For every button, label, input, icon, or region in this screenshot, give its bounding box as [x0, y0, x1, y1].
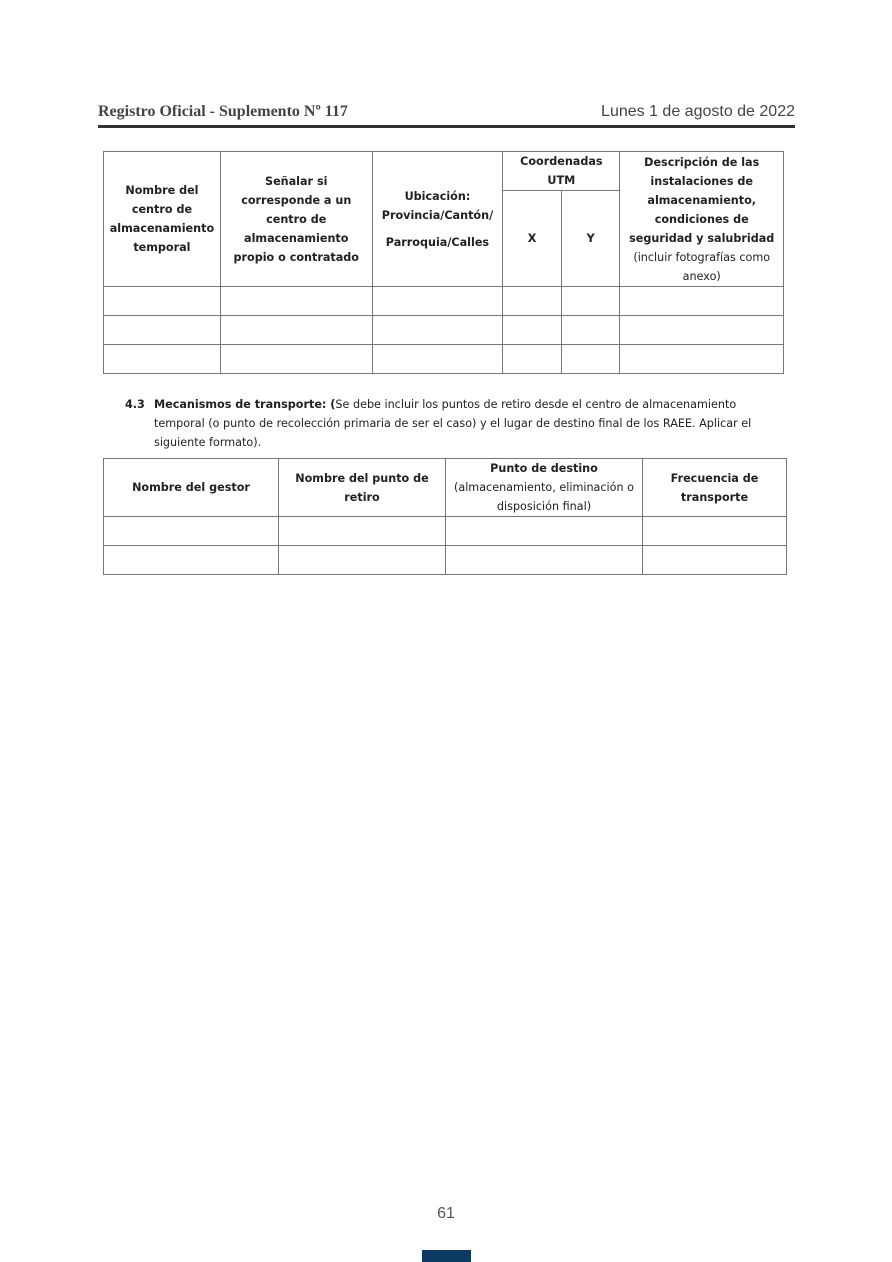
cell[interactable]: [372, 316, 503, 345]
cell[interactable]: [372, 287, 503, 316]
cell[interactable]: [279, 517, 446, 546]
cell[interactable]: [503, 287, 562, 316]
cell[interactable]: [446, 546, 643, 575]
header-description-note: (incluir fotografías como anexo): [633, 250, 771, 283]
cell[interactable]: [620, 316, 784, 345]
publication-date: Lunes 1 de agosto de 2022: [601, 103, 795, 120]
cell[interactable]: [104, 287, 221, 316]
transport-table: [103, 458, 787, 575]
table-row: [104, 345, 784, 374]
cell[interactable]: [104, 546, 279, 575]
header-storage-center-name: Nombre del centro de almacenamiento temporal: [104, 152, 221, 287]
table-header-row: [104, 152, 784, 191]
publication-title: Registro Oficial - Suplemento Nº 117: [98, 103, 348, 120]
header-destination-note: (almacenamiento, eliminación o disposición final): [453, 481, 635, 513]
header-utm-x: X: [503, 191, 562, 287]
table-row: [104, 287, 784, 316]
section-text: Se debe incluir los puntos de retiro desde el centro de almacenamiento temporal (o punto de recolección primaria de ser el caso) y el lugar de destino final de los RAEE. Aplicar el siguiente formato).: [154, 398, 752, 449]
header-divider: [98, 125, 795, 128]
page-header: [98, 103, 795, 125]
cell[interactable]: [104, 517, 279, 546]
header-utm-coordinates: Coordenadas UTM: [503, 152, 620, 191]
section-lead: Mecanismos de transporte: (: [154, 398, 336, 411]
header-destination: [446, 459, 643, 517]
header-pickup-point: Nombre del punto de retiro: [279, 459, 446, 517]
footer-accent-bar: [422, 1250, 471, 1262]
cell[interactable]: [503, 345, 562, 374]
header-utm-y: Y: [561, 191, 620, 287]
table-header-row: [104, 459, 787, 517]
cell[interactable]: [643, 546, 787, 575]
cell[interactable]: [220, 316, 372, 345]
header-location-line1: Ubicación: Provincia/Cantón/: [381, 189, 494, 222]
page-number: 61: [437, 1205, 455, 1222]
header-location: [372, 152, 503, 287]
section-body: [154, 395, 790, 452]
header-manager-name: Nombre del gestor: [104, 459, 279, 517]
cell[interactable]: [561, 316, 620, 345]
cell[interactable]: [561, 345, 620, 374]
cell[interactable]: [104, 345, 221, 374]
cell[interactable]: [104, 316, 221, 345]
cell[interactable]: [220, 287, 372, 316]
cell[interactable]: [220, 345, 372, 374]
cell[interactable]: [620, 287, 784, 316]
section-number: 4.3: [125, 398, 145, 411]
header-own-or-contracted: Señalar si corresponde a un centro de almacenamiento propio o contratado: [220, 152, 372, 287]
cell[interactable]: [503, 316, 562, 345]
storage-centers-table: [103, 151, 784, 374]
cell[interactable]: [446, 517, 643, 546]
table-row: [104, 316, 784, 345]
cell[interactable]: [643, 517, 787, 546]
cell[interactable]: [561, 287, 620, 316]
header-description: [620, 152, 784, 287]
section-4-3: [125, 395, 790, 452]
header-destination-bold: Punto de destino: [490, 462, 598, 475]
cell[interactable]: [620, 345, 784, 374]
header-frequency: Frecuencia de transporte: [643, 459, 787, 517]
cell[interactable]: [372, 345, 503, 374]
table-row: [104, 546, 787, 575]
table-row: [104, 517, 787, 546]
header-description-bold: Descripción de las instalaciones de almacenamiento, condiciones de seguridad y salubridad: [629, 155, 775, 245]
cell[interactable]: [279, 546, 446, 575]
header-location-line2: Parroquia/Calles: [385, 235, 490, 249]
